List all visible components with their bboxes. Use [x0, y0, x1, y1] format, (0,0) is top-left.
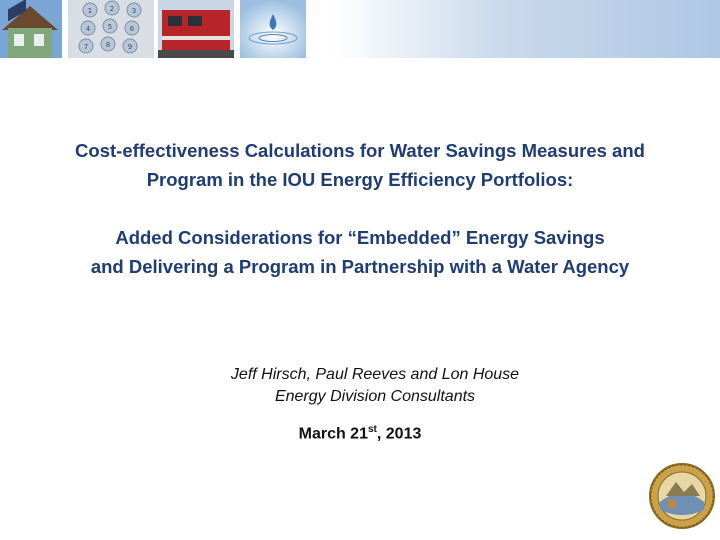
water-drop-photo-icon — [240, 0, 306, 58]
title-line-2: Program in the IOU Energy Efficiency Portfolios: — [146, 169, 574, 190]
svg-text:8: 8 — [105, 41, 111, 49]
title-line-1: Cost-effectiveness Calculations for Water Savings Measures and — [75, 140, 645, 161]
subtitle-line-2: and Delivering a Program in Partnership with a Water Agency — [90, 256, 630, 277]
house-photo-icon — [0, 0, 62, 58]
author-role: Energy Division Consultants — [274, 388, 476, 405]
authors-block — [140, 364, 610, 408]
presentation-date — [200, 424, 520, 443]
calculator-keypad-icon — [68, 0, 154, 58]
header-banner — [0, 0, 720, 58]
state-seal-icon — [648, 462, 716, 530]
svg-text:1: 1 — [87, 7, 93, 15]
svg-text:2: 2 — [109, 5, 115, 13]
presentation-title — [20, 136, 700, 281]
svg-text:5: 5 — [107, 23, 113, 31]
train-photo-icon — [158, 0, 234, 58]
svg-text:3: 3 — [131, 7, 137, 15]
svg-text:6: 6 — [129, 25, 135, 33]
svg-text:4: 4 — [85, 25, 91, 33]
svg-text:9: 9 — [127, 43, 133, 51]
subtitle-line-1: Added Considerations for “Embedded” Energy Savings — [115, 227, 605, 248]
date-prefix: March 21 — [298, 425, 368, 443]
svg-text:7: 7 — [83, 43, 89, 51]
author-names: Jeff Hirsch, Paul Reeves and Lon House — [230, 366, 520, 383]
date-year: , 2013 — [376, 425, 422, 443]
date-suffix: st — [367, 424, 377, 435]
